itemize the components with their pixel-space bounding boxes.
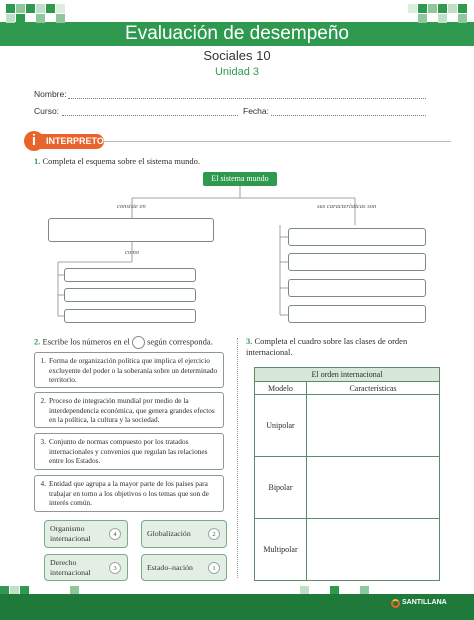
international-order-table [254,367,440,581]
term-answer-circle[interactable]: 4 [109,528,121,540]
footer-bar [0,594,474,620]
connector-como: como [125,249,140,256]
definition-card-2 [34,392,224,428]
column-divider [237,338,238,578]
publisher-logo: SANTILLANA [402,599,447,606]
concept-box-como-1[interactable] [64,268,196,282]
question-3-prompt: Completa el cuadro sobre las clases de orden internacional. [246,336,408,357]
term-label: Globalización [147,529,191,538]
section-label-interpreto: INTERPRETO [40,134,104,149]
course-label: Curso: [34,106,60,116]
term-answer-circle[interactable]: 3 [109,562,121,574]
definition-number: 3. [40,437,46,446]
term-card-derecho [44,554,128,581]
question-2-number: 2. [34,336,41,347]
concept-box-caracteristica-2[interactable] [288,253,426,271]
concept-box-como-2[interactable] [64,288,196,302]
date-label: Fecha: [243,106,269,116]
question-3 [246,336,442,358]
concept-box-caracteristica-4[interactable] [288,305,426,323]
definition-text: Entidad que agrupa a la mayor parte de los países para trabajar en torno a los objetivos o los temas que son de interés común. [49,479,209,507]
concept-box-como-3[interactable] [64,309,196,323]
definition-card-1 [34,352,224,388]
concept-box-caracteristica-1[interactable] [288,228,426,246]
info-i-icon: i [24,131,44,151]
unit-title: Unidad 3 [214,66,260,78]
question-2 [34,336,234,349]
features-answer-cell[interactable] [307,395,440,457]
concept-map-root: El sistema mundo [203,172,277,186]
table-row [255,519,440,581]
features-answer-cell[interactable] [307,519,440,581]
model-cell: Multipolar [255,519,307,581]
definition-card-3 [34,433,224,470]
term-label: Derecho internacional [50,558,91,577]
table-row [255,395,440,457]
model-cell: Unipolar [255,395,307,457]
term-label: Estado–nación [147,563,193,572]
definition-card-4 [34,475,224,512]
answer-circle-icon [132,336,145,349]
connector-consiste-en: consiste en [117,203,146,210]
santillana-swirl-icon [391,599,400,608]
definition-number: 2. [40,396,46,405]
term-card-organismo [44,520,128,548]
table-row [255,457,440,519]
name-label: Nombre: [34,89,67,99]
definition-number: 1. [40,356,46,365]
connector-sus-caracteristicas: sus características son [317,203,377,210]
definition-text: Forma de organización política que implica el ejercicio excluyente del poder o la soberanía sobre un determinado territorio. [49,356,218,384]
definition-text: Conjunto de normas compuesto por los tratados internacionales y convenios que regulan las relaciones entre los Estados. [49,437,208,465]
question-3-number: 3. [246,336,253,346]
term-answer-circle[interactable]: 2 [208,528,220,540]
definition-text: Proceso de integración mundial por medio de la interdependencia económica, que genera grandes efectos en la política, la cultura y la sociedad. [49,396,215,424]
question-2-prompt-start: Escribe los números en el [42,336,130,347]
column-header-features: Características [307,382,440,395]
question-1-number: 1. [34,156,41,166]
concept-box-caracteristica-3[interactable] [288,279,426,297]
concept-box-consiste-en[interactable] [48,218,214,242]
term-answer-circle[interactable]: 1 [208,562,220,574]
model-cell: Bipolar [255,457,307,519]
column-header-model: Modelo [255,382,307,395]
table-title: El orden internacional [255,368,440,382]
term-label: Organismo internacional [50,524,91,543]
term-card-estado-nacion [141,554,227,581]
definition-number: 4. [40,479,46,488]
page-title: Evaluación de desempeño [125,23,349,44]
features-answer-cell[interactable] [307,457,440,519]
term-card-globalizacion [141,520,227,548]
question-2-prompt-end: según corresponda. [147,336,213,347]
subject-title: Sociales 10 [203,48,271,63]
question-1-prompt: Completa el esquema sobre el sistema mundo. [42,156,200,166]
